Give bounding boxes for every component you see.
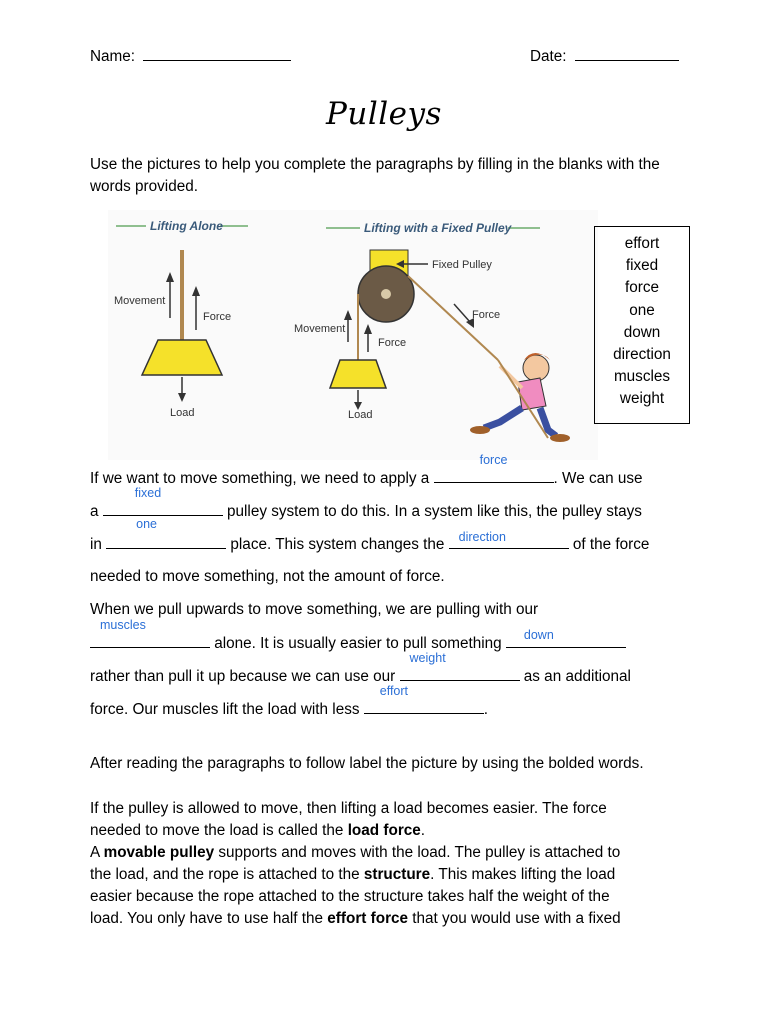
para3-text: the load, and the rope is attached to the (90, 866, 364, 883)
answer-direction: direction (458, 530, 506, 544)
para3-text: supports and moves with the load. The pulley is attached to (214, 844, 621, 861)
term-load-force: load force (347, 822, 421, 839)
para1-line4: needed to move something, not the amount of force. (90, 568, 445, 585)
figure-label-force-left: Force (203, 311, 232, 323)
answer-down: down (523, 628, 554, 642)
date-label: Date: (530, 48, 567, 65)
name-label: Name: (90, 48, 136, 65)
para2-text: as an additional (523, 668, 631, 685)
para1-text: . We can use (553, 470, 643, 487)
para1-line3 (90, 517, 650, 556)
word-bank-item: direction (613, 346, 671, 364)
load-right-icon (330, 360, 386, 388)
para3-line1: If the pulley is allowed to move, then lifting a load becomes easier. The force (90, 800, 607, 817)
para3-text: load. You only have to use half the (90, 910, 328, 927)
para3-text: . (420, 822, 426, 839)
blank-fixed[interactable] (103, 486, 223, 516)
para1-text: of the force (572, 536, 650, 553)
para2-text: force. Our muscles lift the load with less (90, 701, 360, 718)
blank-muscles[interactable] (90, 618, 210, 648)
answer-effort: effort (379, 684, 409, 698)
date-blank[interactable] (575, 45, 679, 61)
figure-label-load-right: Load (348, 409, 373, 421)
para3-line3 (90, 842, 620, 864)
pulley-illustration (108, 210, 598, 460)
para3-line2 (90, 820, 425, 842)
term-structure: structure (363, 866, 431, 883)
para2-line1: When we pull upwards to move something, we are pulling with our (90, 601, 539, 618)
term-effort-force: effort force (327, 910, 409, 927)
word-bank-item: muscles (613, 368, 671, 386)
answer-force: force (479, 453, 508, 467)
para3-line6 (90, 908, 621, 930)
para2-text: alone. It is usually easier to pull something (214, 635, 502, 652)
answer-weight: weight (409, 651, 446, 665)
figure-label-force-rope: Force (472, 309, 501, 321)
blank-direction[interactable] (449, 530, 569, 549)
pulley-figure (108, 210, 598, 460)
para3-text: needed to move the load is called the (90, 822, 348, 839)
figure-left-title: Lifting Alone (150, 219, 223, 233)
answer-muscles: muscles (100, 618, 146, 632)
para1-text: pulley system to do this. In a system like this, the pulley stays (227, 503, 642, 520)
para2-text: . (483, 701, 488, 718)
instructions: Use the pictures to help you complete the paragraphs by filling in the blanks with the words provided. (90, 156, 660, 195)
figure-label-load-left: Load (170, 407, 195, 419)
para2-line3 (90, 651, 631, 688)
para3-text: that you would use with a fixed (408, 910, 621, 927)
blank-effort[interactable] (364, 684, 484, 714)
page-title: Pulleys (326, 96, 442, 132)
instruction-2: After reading the paragraphs to follow label the picture by using the bolded words. (90, 755, 644, 772)
name-blank[interactable] (143, 45, 291, 61)
word-bank-item: force (624, 279, 659, 297)
word-bank (594, 226, 690, 424)
blank-one[interactable] (106, 517, 226, 549)
name-field[interactable] (90, 45, 291, 68)
figure-right-title: Lifting with a Fixed Pulley (364, 221, 512, 235)
date-field[interactable] (530, 45, 679, 68)
para2-text: rather than pull it up because we can use our (90, 668, 396, 685)
para2-line2 (90, 618, 626, 655)
term-movable-pulley: movable pulley (103, 844, 215, 861)
word-bank-item: effort (624, 235, 660, 252)
blank-down[interactable] (506, 628, 626, 648)
para2-line4 (90, 684, 488, 721)
figure-label-movement-right: Movement (294, 323, 346, 335)
word-bank-item: fixed (625, 257, 659, 275)
word-bank-item: down (623, 323, 661, 341)
para1-text: a (90, 503, 99, 520)
figure-label-force-right: Force (378, 337, 407, 349)
para3-line4 (90, 864, 615, 886)
word-bank-item: one (629, 301, 655, 319)
para1-text: place. This system changes the (230, 536, 445, 553)
figure-label-movement-left: Movement (114, 295, 166, 307)
figure-label-fixed-pulley: Fixed Pulley (432, 259, 492, 271)
answer-fixed: fixed (134, 486, 162, 500)
word-bank-item: weight (619, 390, 665, 408)
para1-text: in (90, 536, 102, 553)
para3-text: . This makes lifting the load (430, 866, 616, 883)
blank-force[interactable] (434, 453, 554, 483)
para1-text: If we want to move something, we need to apply a (90, 470, 430, 487)
para3-line5: easier because the rope attached to the structure takes half the weight of the (90, 888, 610, 905)
answer-one: one (136, 517, 158, 531)
para3-text: A (90, 844, 104, 861)
blank-weight[interactable] (400, 651, 520, 681)
